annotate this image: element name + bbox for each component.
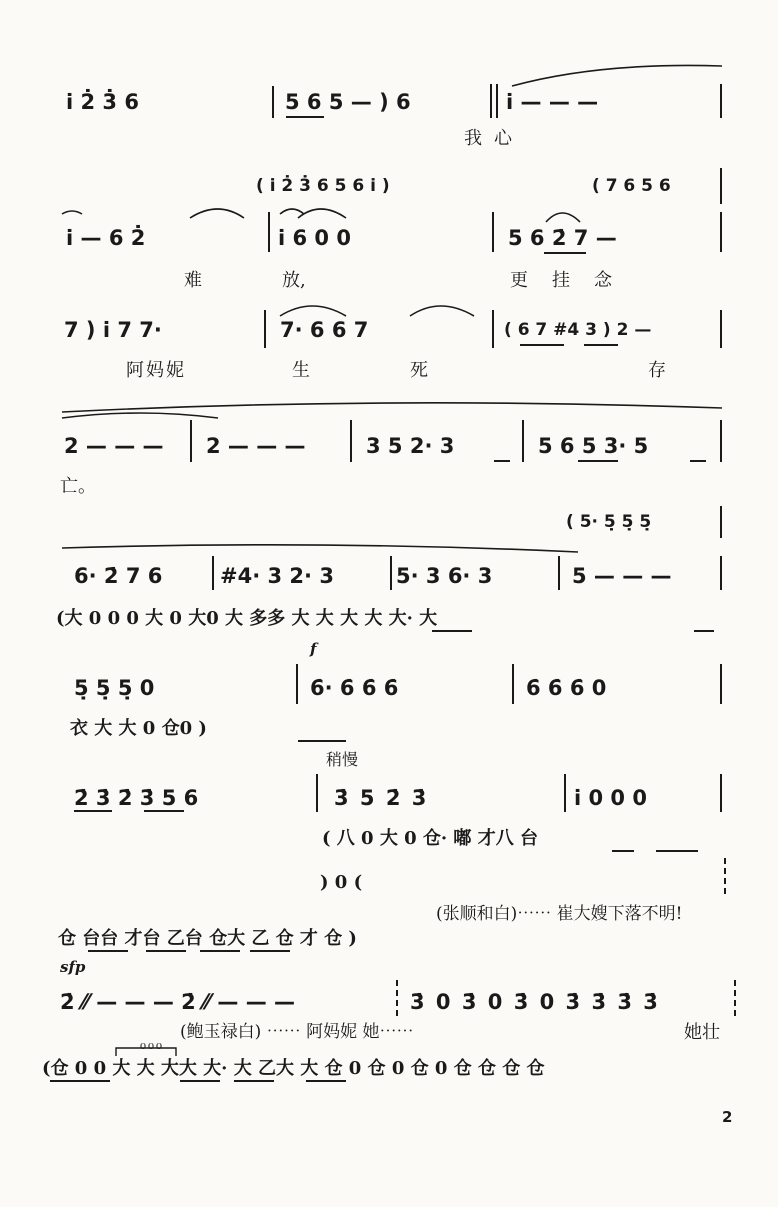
r7-m2: 3̇ 5 2̇ 3̇ [334, 786, 429, 810]
r8-spoken: (张顺和白)⋯⋯ 崔大嫂下落不明! [436, 904, 683, 924]
r5-percussion: (大 0 0 0 大 0 大0 大 多多 大 大 大 大 大· 大 [56, 608, 438, 629]
r6-m1: 5̣ 5̣ 5̣ 0 [74, 676, 155, 700]
r3-lyric-b: 生 [292, 360, 310, 381]
r2-prelude-a: ( i̇ 2̇ 3̇ 6 5 6 i̇ ) [256, 176, 390, 196]
r3-m3: ( 6 7 #4 3 ) 2 — [504, 320, 652, 340]
page-number: 2 [722, 1108, 733, 1126]
r7-m1: 2̇ 3̇ 2̇ 3̇ 5 6 [74, 786, 199, 810]
r2-prelude-b: ( 7 6 5 6 [592, 176, 671, 196]
r5-m3: 5· 3 6· 3 [396, 564, 493, 588]
r5-m2: #4· 3 2· 3 [220, 564, 334, 588]
r4-m2: 2 — — — [206, 434, 306, 458]
r6-percussion: 衣 大 大 0 仓0 ) [70, 718, 207, 739]
r11-percussion: (仓 0 0 大 大 大大 大· 大 乙大 大 仓 0 仓 0 仓 0 仓 仓 仓 仓 [42, 1058, 545, 1079]
underline [50, 1080, 110, 1082]
r10-m1: 2̇ ⁄⁄ — — — 2̇ ⁄⁄ — — — [60, 990, 296, 1014]
r5-m1: 6· 2̇ 7 6 [74, 564, 163, 588]
r5-m4: 5 — — — [572, 564, 672, 588]
r4-m4: 5 6 5 3· 5 [538, 434, 649, 458]
r3-lyric-c: 死 [410, 360, 428, 381]
r4-m1: 2 — — — [64, 434, 164, 458]
r4-lyric: 亡。 [60, 476, 96, 497]
r10-dynamic: sfp [60, 958, 86, 976]
r2-lyric-c: 更挂念 [510, 270, 636, 291]
underline [306, 1080, 346, 1082]
r3-m1: 7 ) i̇ 7 7· [64, 318, 162, 342]
r2-m2: i̇ 6 0 0 [278, 226, 351, 250]
r10-m2: 3̇ 0 3̇ 0 3̇ 0 3̇ 3̇ 3̇ 3̇ [410, 990, 660, 1014]
r2-m1: i̇ — 6 2̇ [66, 226, 146, 250]
r8-percussion: ) 0 ( [320, 872, 363, 893]
r2-m3: 5 6 2̇ 7 — [508, 226, 617, 250]
underline [234, 1080, 274, 1082]
underline [180, 1080, 220, 1082]
r10-spoken-b: 她壮 [684, 1022, 720, 1043]
r3-m2: 7· 6 6 7 [280, 318, 369, 342]
r10-spoken-a: (鲍玉禄白) ⋯⋯ 阿妈妮 她⋯⋯ [180, 1022, 414, 1042]
r2-lyric-b: 放, [282, 270, 306, 291]
r7-m3: i̇ 0 0 0 [574, 786, 647, 810]
r3-lyric-a: 阿妈妮 [126, 360, 186, 381]
r4-m3: 3 5 2· 3 [366, 434, 455, 458]
r1-m3: i̇ — — — [506, 90, 599, 114]
r1-m2: 5 6 5 — ) 6 [285, 90, 411, 114]
r7-tempo: 稍慢 [326, 750, 359, 769]
r6-dynamic: f [310, 640, 317, 658]
r1-m1: i̇ 2̇ 3̇ 6 [66, 90, 139, 114]
r11-triplet-mark: ⁰⁰⁰ [140, 1040, 165, 1058]
r2-lyric-a: 难 [184, 270, 202, 291]
r9-percussion: 仓 台台 才台 乙台 仓大 乙 仓 才 仓 ) [58, 928, 357, 949]
r6-m2: 6̇· 6̇ 6̇ 6̇ [310, 676, 399, 700]
r6-m3: 6̇ 6̇ 6̇ 0 [526, 676, 607, 700]
r3-lyric-d: 存 [648, 360, 666, 381]
r7-percussion: ( 八 0 大 0 仓· 嘟 才八 台 [322, 828, 538, 849]
r5-prelude: ( 5· 5̣ 5̣ 5̣ [566, 512, 652, 532]
r1-lyric: 我心 [464, 128, 524, 149]
